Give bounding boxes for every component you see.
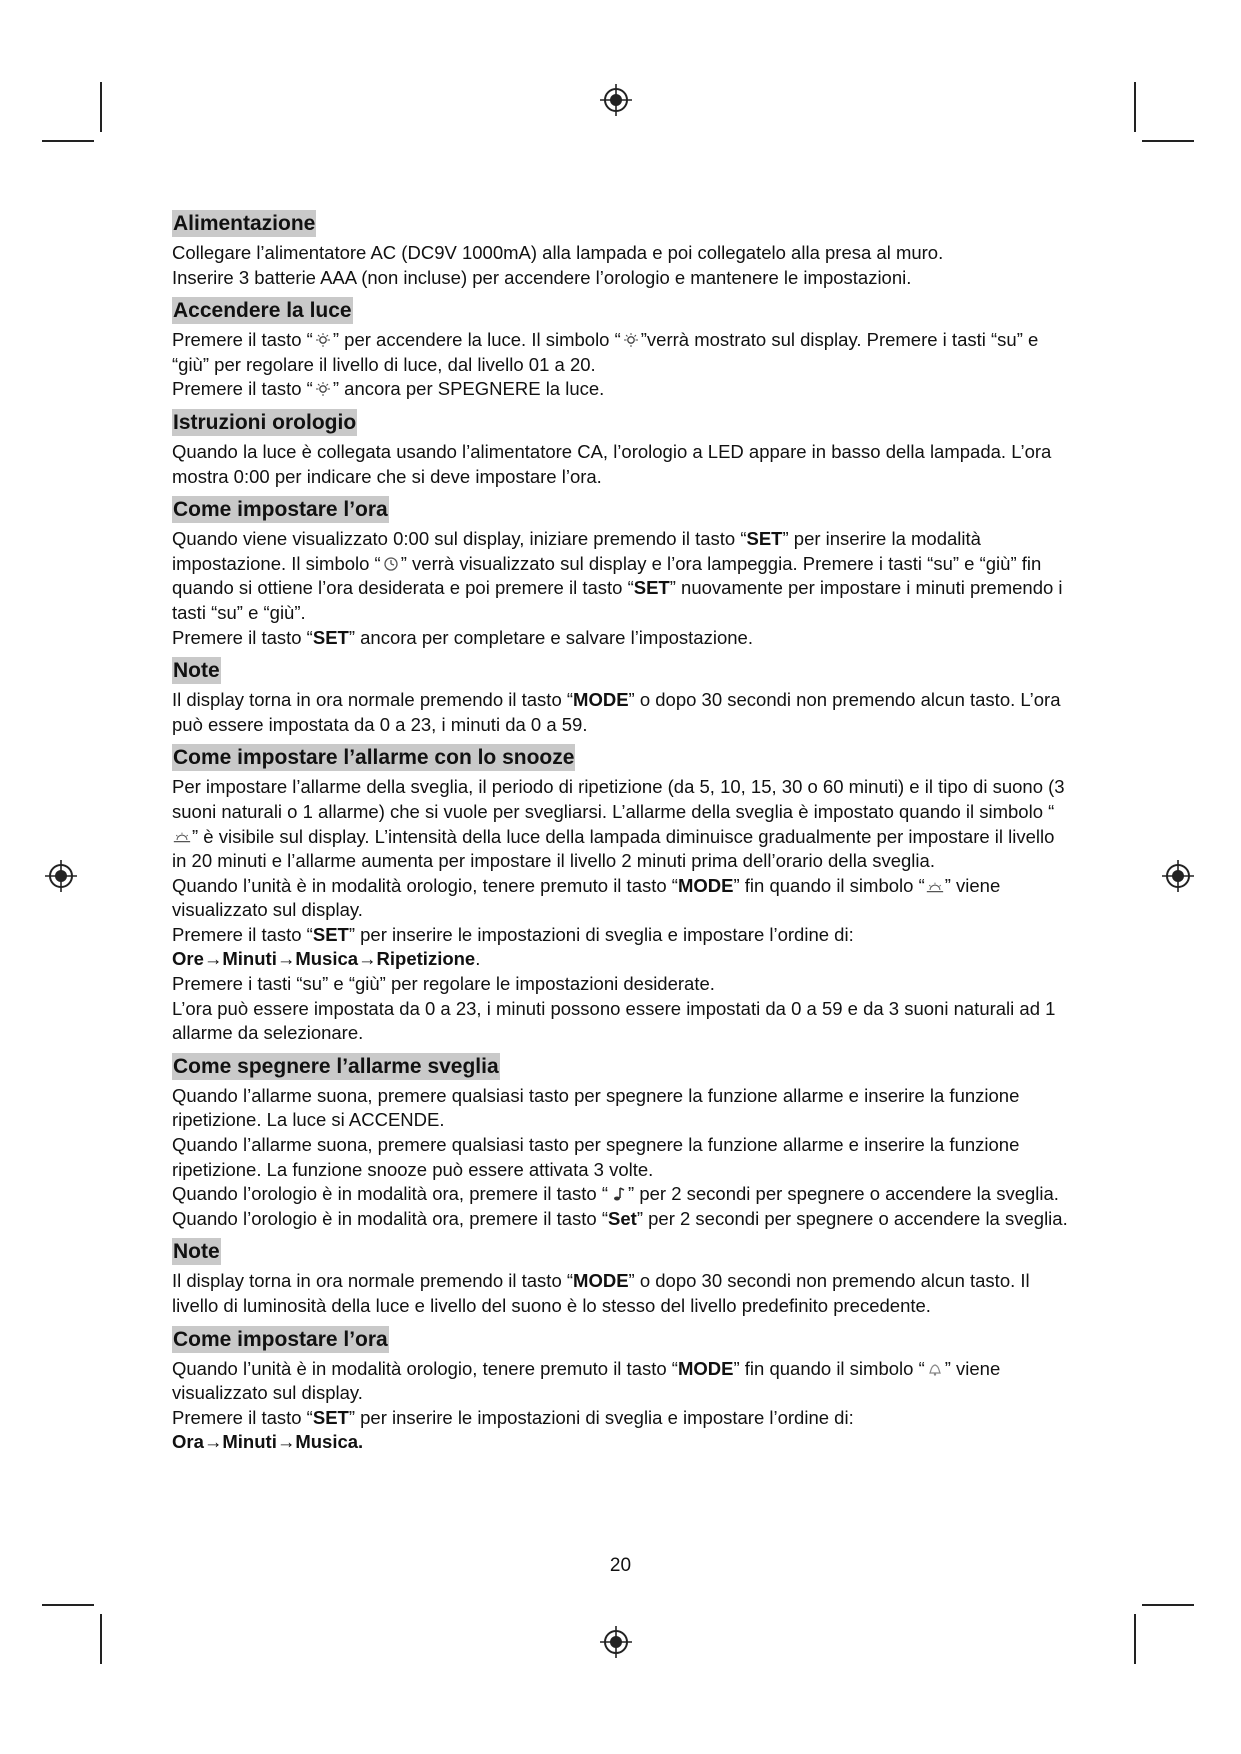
crop-mark [100, 82, 102, 132]
text: ” fin quando il simbolo “ [733, 1357, 925, 1379]
text: ” per inserire le impostazioni di sveglia e impostare l’ordine di: [348, 923, 854, 945]
section-heading: Alimentazione [173, 212, 316, 235]
section-heading: Istruzioni orologio [173, 410, 357, 434]
paragraph [172, 997, 1072, 1046]
text: Premere il tasto “ [172, 378, 313, 400]
bold-text: SET [746, 528, 783, 550]
paragraph [172, 527, 1072, 625]
section-heading: Come impostare l’ora [173, 498, 388, 522]
section-heading: Come impostare l’allarme con lo snooze [173, 746, 575, 770]
bold-text: Ore→Minuti→Musica→Ripetizione [172, 948, 476, 970]
paragraph [172, 1207, 1072, 1232]
text: Quando viene visualizzato 0:00 sul display, iniziare premendo il tasto “ [172, 528, 747, 550]
text: Quando la luce è collegata usando l’alimentatore CA, l’orologio a LED appare in basso della lampada. L’ora mostra 0:00 per indicare che si deve impostare l’ora. [172, 440, 1052, 487]
paragraph [172, 688, 1072, 737]
section [172, 496, 1072, 650]
text: L’ora può essere impostata da 0 a 23, i minuti possono essere impostati da 0 a 59 e da 3 suoni naturali ad 1 allarme da selezionare. [172, 997, 1056, 1044]
text: Quando l’orologio è in modalità ora, premere il tasto “ [172, 1207, 609, 1229]
page-number: 20 [609, 1555, 632, 1576]
section [172, 409, 1072, 489]
text: ” ancora per SPEGNERE la luce. [332, 378, 605, 400]
section-heading: Note [173, 659, 220, 683]
paragraph [172, 328, 1072, 377]
bold-text: MODE [573, 1270, 629, 1292]
section [172, 1238, 1072, 1318]
paragraph [172, 377, 1072, 402]
document-body [172, 210, 1072, 1455]
text: ” verrà visualizzato sul display e l’ora lampeggia. Premere i tasti “su” e “giù” fin quando si ottiene l’ora desiderata e poi premere il tasto “ [172, 552, 1042, 599]
light-icon [622, 330, 640, 346]
section [172, 1326, 1072, 1455]
text: Premere il tasto “ [172, 1406, 313, 1428]
text: Quando l’allarme suona, premere qualsiasi tasto per spegnere la funzione allarme e inserire la funzione ripetizione. La funzione snooze può essere attivata 3 volte. [172, 1134, 1020, 1180]
crop-mark [1142, 1604, 1194, 1606]
text: ” o dopo 30 secondi non premendo alcun tasto. Il livello di luminosità della luce e livello del suono è lo stesso del livello predefinito precedente. [172, 1270, 1030, 1316]
text: Collegare l’alimentatore AC (DC9V 1000mA) alla lampada e poi collegatelo alla presa al muro. [172, 242, 944, 263]
text: ” fin quando il simbolo “ [733, 874, 925, 896]
bold-text: SET [633, 577, 670, 599]
text: ” viene visualizzato sul display. [172, 874, 1001, 921]
paragraph [172, 972, 1072, 997]
bold-text: SET [312, 923, 349, 945]
registration-mark-icon [1161, 859, 1195, 893]
text: Quando l’allarme suona, premere qualsiasi tasto per spegnere la funzione allarme e inserire la funzione ripetizione. La luce si ACCENDE. [172, 1084, 1020, 1131]
text: Premere il tasto “ [172, 626, 313, 648]
section-heading: Come spegnere l’allarme sveglia [173, 1054, 499, 1078]
text: Il display torna in ora normale premendo il tasto “ [172, 689, 574, 711]
paragraph [172, 241, 1072, 266]
paragraph [172, 1133, 1072, 1182]
bold-text: MODE [677, 1357, 734, 1379]
text: Il display torna in ora normale premendo il tasto “ [172, 1270, 574, 1292]
paragraph [172, 1406, 1072, 1431]
text: ” viene visualizzato sul display. [172, 1357, 1001, 1404]
bold-text: Set [608, 1207, 637, 1229]
clock-set-icon [382, 554, 400, 570]
section-heading: Note [173, 1240, 220, 1264]
section [172, 1053, 1072, 1232]
text: ” nuovamente per impostare i minuti premendo i tasti “su” e “giù”. [172, 577, 1063, 623]
section [172, 210, 1072, 290]
registration-mark-icon [599, 83, 633, 117]
paragraph [172, 266, 1072, 291]
light-icon [314, 330, 332, 346]
paragraph [172, 1430, 1072, 1455]
bold-text: SET [312, 1406, 349, 1428]
text: Inserire 3 batterie AAA (non incluse) per accendere l’orologio e mantenere le impostazioni. [172, 266, 912, 288]
text: Premere il tasto “ [172, 923, 313, 945]
text: ” per inserire la modalità impostazione. Il simbolo “ [172, 528, 981, 574]
text: ” per accendere la luce. Il simbolo “ [332, 329, 621, 351]
paragraph [172, 923, 1072, 948]
text: Quando l’orologio è in modalità ora, premere il tasto “ [172, 1183, 609, 1205]
paragraph [172, 1357, 1072, 1406]
registration-mark-icon [599, 1625, 633, 1659]
crop-mark [1134, 1614, 1136, 1664]
text: ” per 2 secondi per spegnere o accendere la sveglia. [628, 1183, 1059, 1205]
text: ” per inserire le impostazioni di sveglia e impostare l’ordine di: [348, 1406, 854, 1428]
section [172, 744, 1072, 1046]
text: Quando l’unità è in modalità orologio, tenere premuto il tasto “ [172, 1357, 678, 1379]
text: Premere i tasti “su” e “giù” per regolare le impostazioni desiderate. [172, 973, 715, 995]
bold-text: MODE [677, 874, 734, 896]
text: ” ancora per completare e salvare l’impostazione. [348, 626, 753, 648]
registration-mark-icon [44, 859, 78, 893]
crop-mark [100, 1614, 102, 1664]
paragraph [172, 1084, 1072, 1133]
bold-text: Ora→Minuti→Musica. [172, 1431, 364, 1453]
bell-icon [926, 1359, 944, 1375]
bold-text: MODE [573, 689, 629, 711]
paragraph [172, 947, 1072, 972]
crop-mark [1134, 82, 1136, 132]
paragraph [172, 626, 1072, 651]
crop-mark [42, 1604, 94, 1606]
crop-mark [1142, 140, 1194, 142]
light-icon [314, 379, 332, 395]
text: Quando l’unità è in modalità orologio, tenere premuto il tasto “ [172, 874, 678, 896]
section [172, 657, 1072, 737]
sunrise-icon [173, 827, 191, 843]
paragraph [172, 874, 1072, 923]
section [172, 297, 1072, 402]
bold-text: SET [312, 626, 349, 648]
text: ” per 2 secondi per spegnere o accendere la sveglia. [636, 1207, 1068, 1229]
sunrise-icon [926, 876, 944, 892]
text: . [475, 948, 481, 970]
paragraph [172, 775, 1072, 873]
crop-mark [42, 140, 94, 142]
text: Per impostare l’allarme della sveglia, il periodo di ripetizione (da 5, 10, 15, 30 o 60 minuti) e il tipo di suono (3 suoni naturali o 1 allarme) che si vuole per svegliarsi. L’allarme della sveglia è impostato quando il simbolo “ [172, 776, 1065, 822]
text: ” o dopo 30 secondi non premendo alcun tasto. L’ora può essere impostata da 0 a 23, i minuti da 0 a 59. [172, 689, 1061, 735]
section-heading: Accendere la luce [173, 299, 352, 323]
text: ” è visibile sul display. L’intensità della luce della lampada diminuisce gradualmente per impostare il livello in 20 minuti e l’allarme aumenta per impostare il livello 2 minuti prima dell’orario della sveglia. [172, 825, 1055, 872]
paragraph [172, 1269, 1072, 1318]
text: ”verrà mostrato sul display. Premere i tasti “su” e “giù” per regolare il livello di luce, dal livello 01 a 20. [172, 329, 1039, 375]
section-heading: Come impostare l’ora [173, 1327, 388, 1351]
paragraph [172, 1182, 1072, 1207]
music-note-icon [609, 1184, 627, 1200]
paragraph [172, 440, 1072, 489]
text: Premere il tasto “ [172, 329, 313, 351]
